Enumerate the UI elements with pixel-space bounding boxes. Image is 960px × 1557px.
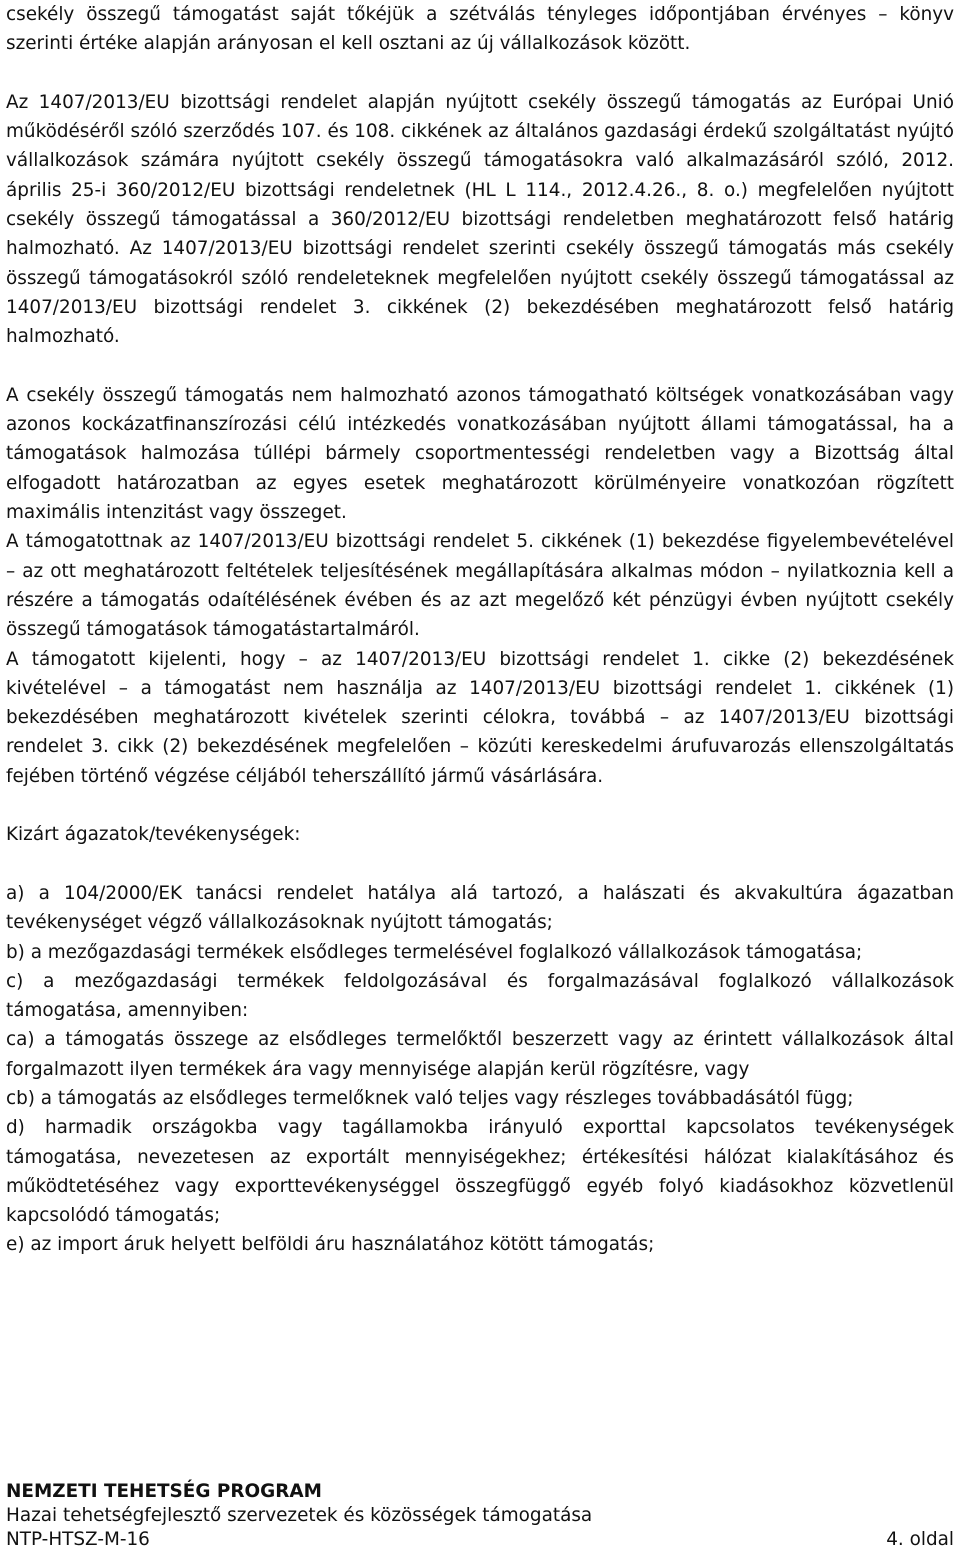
footer-subtitle: Hazai tehetségfejlesztő szervezetek és közösségek támogatása [6, 1505, 593, 1526]
footer-bottom-row [6, 1528, 954, 1552]
paragraph-cumulation-sgei: Az 1407/2013/EU bizottsági rendelet alapján nyújtott csekély összegű támogatás az Európai Unió működéséről szóló szerződés 107. és 108. cikkének az általános gazdasági érdekű szolgáltatást nyújtó vállalkozások számára nyújtott csekély összegű támogatásokra való alkalmazásáról szóló, 2012. április 25-i 360/2012/EU bizottsági rendeletnek (HL L 114., 2012.4.26., 8. o.) megfelelően nyújtott csekély összegű támogatással a 360/2012/EU bizottsági rendeletben meghatározott felső határig halmozható. Az 1407/2013/EU bizottsági rendelet szerinti csekély összegű támogatás más csekély összegű támogatásokról szóló rendeleteknek megfelelően nyújtott csekély összegű támogatással az 1407/2013/EU bizottsági rendelet 3. cikkének (2) bekezdésében meghatározott felső határig halmozható. [6, 91, 954, 348]
paragraph-cumulation-state-aid: A csekély összegű támogatás nem halmozható azonos támogatható költségek vonatkozásában vagy azonos kockázatfinanszírozási célú intézkedés vonatkozásában nyújtott állami támogatással, ha a támogatások halmozása túllépi bármely csoportmentességi rendeletben vagy a Bizottság által elfogadott határozatban az egyes esetek meghatározott körülményeire vonatkozóan rögzített maximális intenzitást vagy összeget. [6, 384, 954, 524]
document-body [6, 0, 954, 1260]
paragraph-gap [6, 850, 954, 879]
paragraph-gap [6, 791, 954, 820]
excluded-item-c: c) a mezőgazdasági termékek feldolgozásával és forgalmazásával foglalkozó vállalkozások támogatása, amennyiben: [6, 970, 954, 1022]
paragraph-exclusion-statement: A támogatott kijelenti, hogy – az 1407/2013/EU bizottsági rendelet 1. cikke (2) bekezdésének kivételével – a támogatást nem használja az 1407/2013/EU bizottsági rendelet 1. cikkének (1) bekezdésében meghatározott kivételek szerinti célokra, továbbá – az 1407/2013/EU bizottsági rendelet 3. cikk (2) bekezdésének megfelelően – közúti kereskedelmi árufuvarozás ellenszolgáltatás fejében történő végzése céljából teherszállító jármű vásárlására. [6, 648, 954, 787]
footer-program-title: NEMZETI TEHETSÉG PROGRAM [6, 1481, 322, 1502]
excluded-item-a: a) a 104/2000/EK tanácsi rendelet hatálya alá tartozó, a halászati és akvakultúra ágazatban tevékenységet végző vállalkozásoknak nyújtott támogatás; [6, 882, 954, 934]
excluded-item-d: d) harmadik országokba vagy tagállamokba irányuló exporttal kapcsolatos tevékenységek támogatása, nevezetesen az exportált mennyiségekhez; értékesítési hálózat kialakításához és működtetéséhez vagy exporttevékenységgel összegfüggő egyéb folyó kiadásokhoz közvetlenül kapcsolódó támogatás; [6, 1117, 954, 1227]
footer-document-code: NTP-HTSZ-M-16 [6, 1529, 150, 1550]
excluded-item-cb: cb) a támogatás az elsődleges termelőknek való teljes vagy részleges továbbadásától függ; [6, 1087, 854, 1109]
excluded-item-ca: ca) a támogatás összege az elsődleges termelőktől beszerzett vagy az érintett vállalkozások által forgalmazott ilyen termékek ára vagy mennyisége alapján kerül rögzítésre, vagy [6, 1029, 954, 1080]
excluded-sectors-heading: Kizárt ágazatok/tevékenységek: [6, 824, 301, 846]
page-footer [6, 1480, 954, 1552]
footer-page-number: 4. oldal [886, 1529, 954, 1550]
paragraph-gap [6, 59, 954, 88]
excluded-item-b: b) a mezőgazdasági termékek elsődleges termelésével foglalkozó vállalkozások támogatása; [6, 941, 863, 963]
paragraph-gap [6, 352, 954, 381]
paragraph-split-valuation: csekély összegű támogatást saját tőkéjük a szétválás tényleges időpontjában érvényes – könyv szerinti értéke alapján arányosan el kell osztani az új vállalkozások között. [6, 4, 954, 55]
paragraph-declaration-obligation: A támogatottnak az 1407/2013/EU bizottsági rendelet 5. cikkének (1) bekezdése figyelembevételével – az ott meghatározott feltételek teljesítésének megállapítására alkalmas módon – nyilatkoznia kell a részére a támogatás odaítélésének évében és az azt megelőző két pénzügyi évben nyújtott csekély összegű támogatások támogatástartalmáról. [6, 531, 954, 641]
excluded-item-e: e) az import áruk helyett belföldi áru használatához kötött támogatás; [6, 1234, 655, 1256]
